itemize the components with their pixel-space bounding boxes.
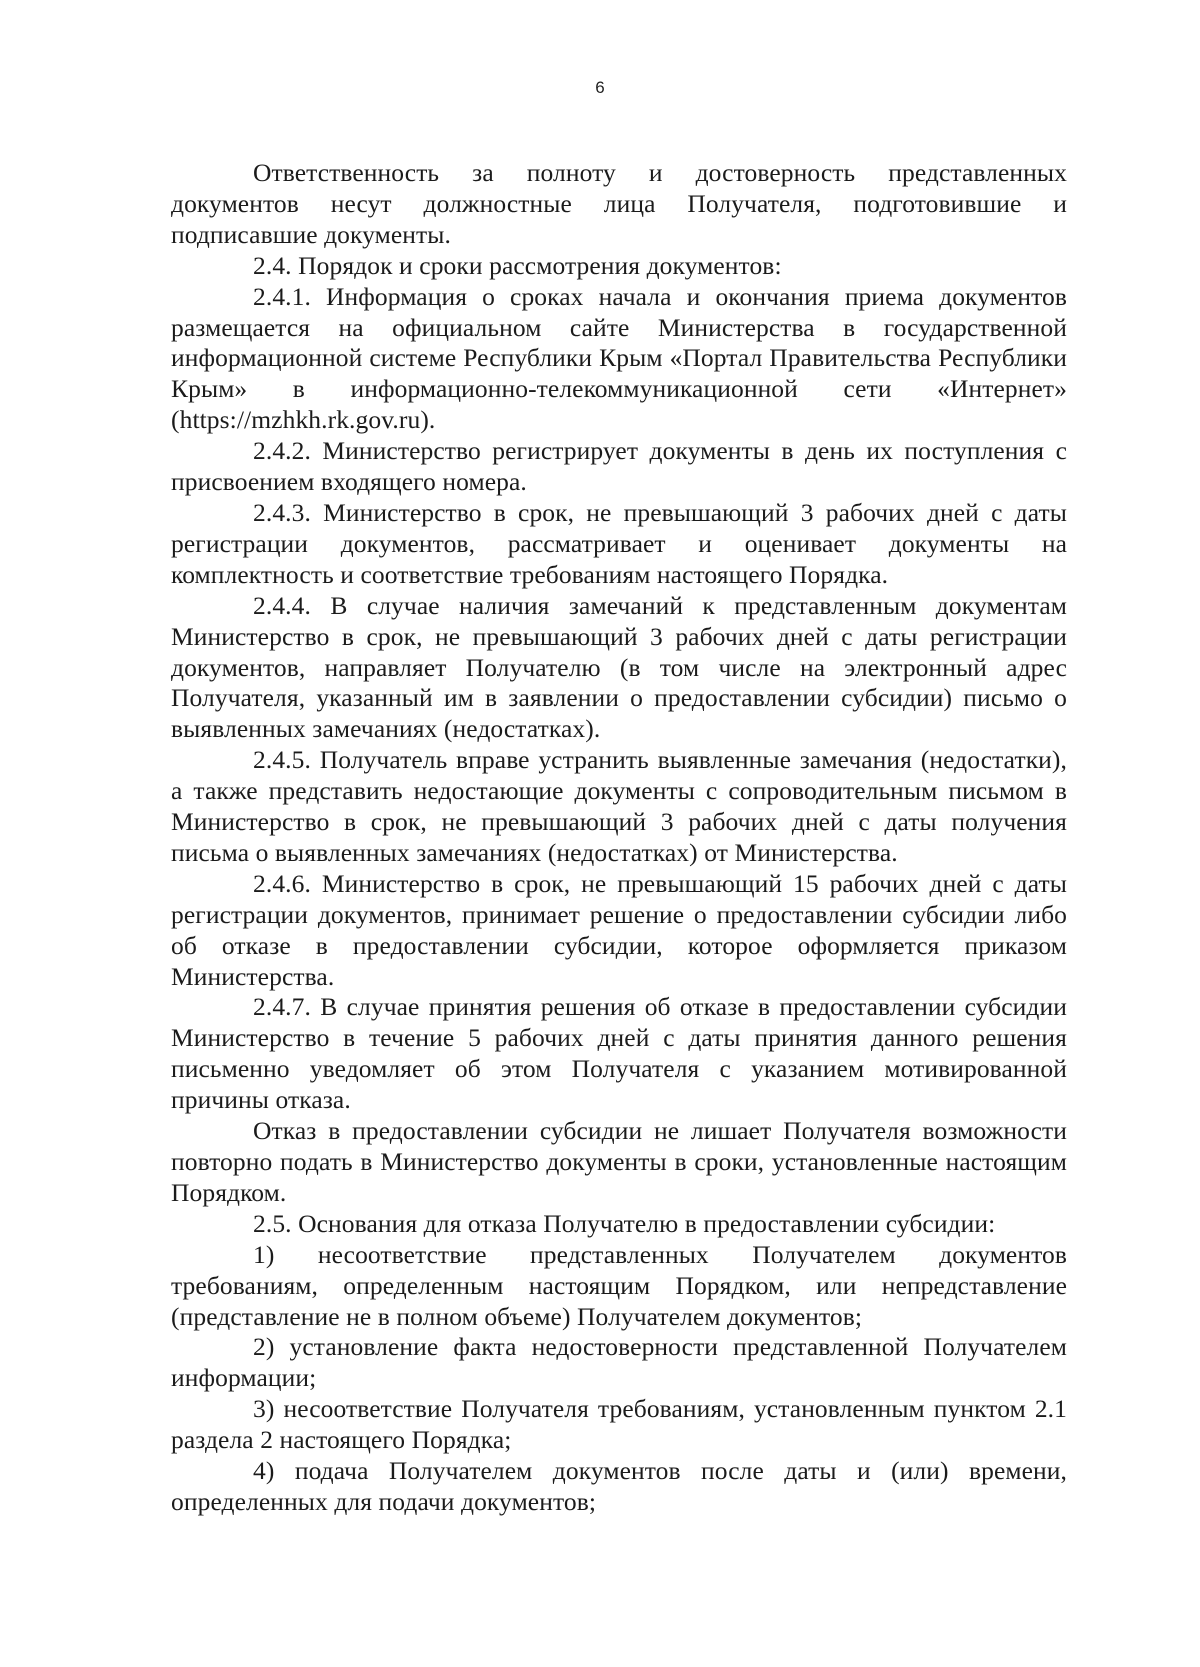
page-number: 6 — [595, 78, 605, 97]
list-item-4: 4) подача Получателем документов после даты и (или) времени, определенных для подачи документов; — [171, 1456, 1067, 1516]
list-item-2: 2) установление факта недостоверности представленной Получателем информации; — [171, 1332, 1067, 1393]
list-item-3: 3) несоответствие Получателя требованиям, установленным пунктом 2.1 раздела 2 настоящего Порядка; — [171, 1394, 1067, 1455]
paragraph-2-4-2: 2.4.2. Министерство регистрирует документы в день их поступления с присвоением входящего номера. — [171, 436, 1067, 497]
list-item-1: 1) несоответствие представленных Получателем документов требованиям, определенным настоящим Порядком, или непредставление (представление не в полном объеме) Получателем документов; — [171, 1239, 1067, 1331]
paragraph-2-5: 2.5. Основания для отказа Получателю в предоставлении субсидии: — [253, 1208, 996, 1238]
paragraph-responsibility: Ответственность за полноту и достоверность представленных документов несут должностные лица Получателя, подготовившие и подписавшие документы. — [171, 158, 1067, 249]
paragraph-2-4-4: 2.4.4. В случае наличия замечаний к представленным документам Министерство в срок, не превышающий 3 рабочих дней с даты регистрации документов, направляет Получателю (в том числе на электронный адрес Получателя, указанный им в заявлении о предоставлении субсидии) письмо о выявленных замечаниях (недостатках). — [171, 590, 1067, 744]
paragraph-2-4-7: 2.4.7. В случае принятия решения об отказе в предоставлении субсидии Министерство в течение 5 рабочих дней с даты принятия данного решения письменно уведомляет об этом Получателя с указанием мотивированной причины отказа. — [171, 992, 1067, 1115]
paragraph-2-4-5: 2.4.5. Получатель вправе устранить выявленные замечания (недостатки), а также представить недостающие документы с сопроводительным письмом в Министерство в срок, не превышающий 3 рабочих дней с даты получения письма о выявленных замечаниях (недостатках) от Министерства. — [171, 745, 1067, 867]
paragraph-refusal-note: Отказ в предоставлении субсидии не лишает Получателя возможности повторно подать в Министерство документы в сроки, установленные настоящим Порядком. — [171, 1116, 1067, 1207]
document-body — [171, 158, 1067, 1518]
paragraph-2-4-1: 2.4.1. Информация о сроках начала и окончания приема документов размещается на официальном сайте Министерства в государственной информационной системе Республики Крым «Портал Правительства Республики Крым» в информационно-телекоммуникационной сети «Интернет» (https://mzhkh.rk.gov.ru). — [171, 281, 1067, 435]
paragraph-2-4: 2.4. Порядок и сроки рассмотрения документов: — [253, 250, 782, 280]
paragraph-2-4-3: 2.4.3. Министерство в срок, не превышающий 3 рабочих дней с даты регистрации документов, рассматривает и оценивает документы на комплектность и соответствие требованиям настоящего Порядка. — [171, 497, 1067, 589]
paragraph-2-4-6: 2.4.6. Министерство в срок, не превышающий 15 рабочих дней с даты регистрации документов, принимает решение о предоставлении субсидии либо об отказе в предоставлении субсидии, которое оформляется приказом Министерства. — [171, 868, 1067, 991]
